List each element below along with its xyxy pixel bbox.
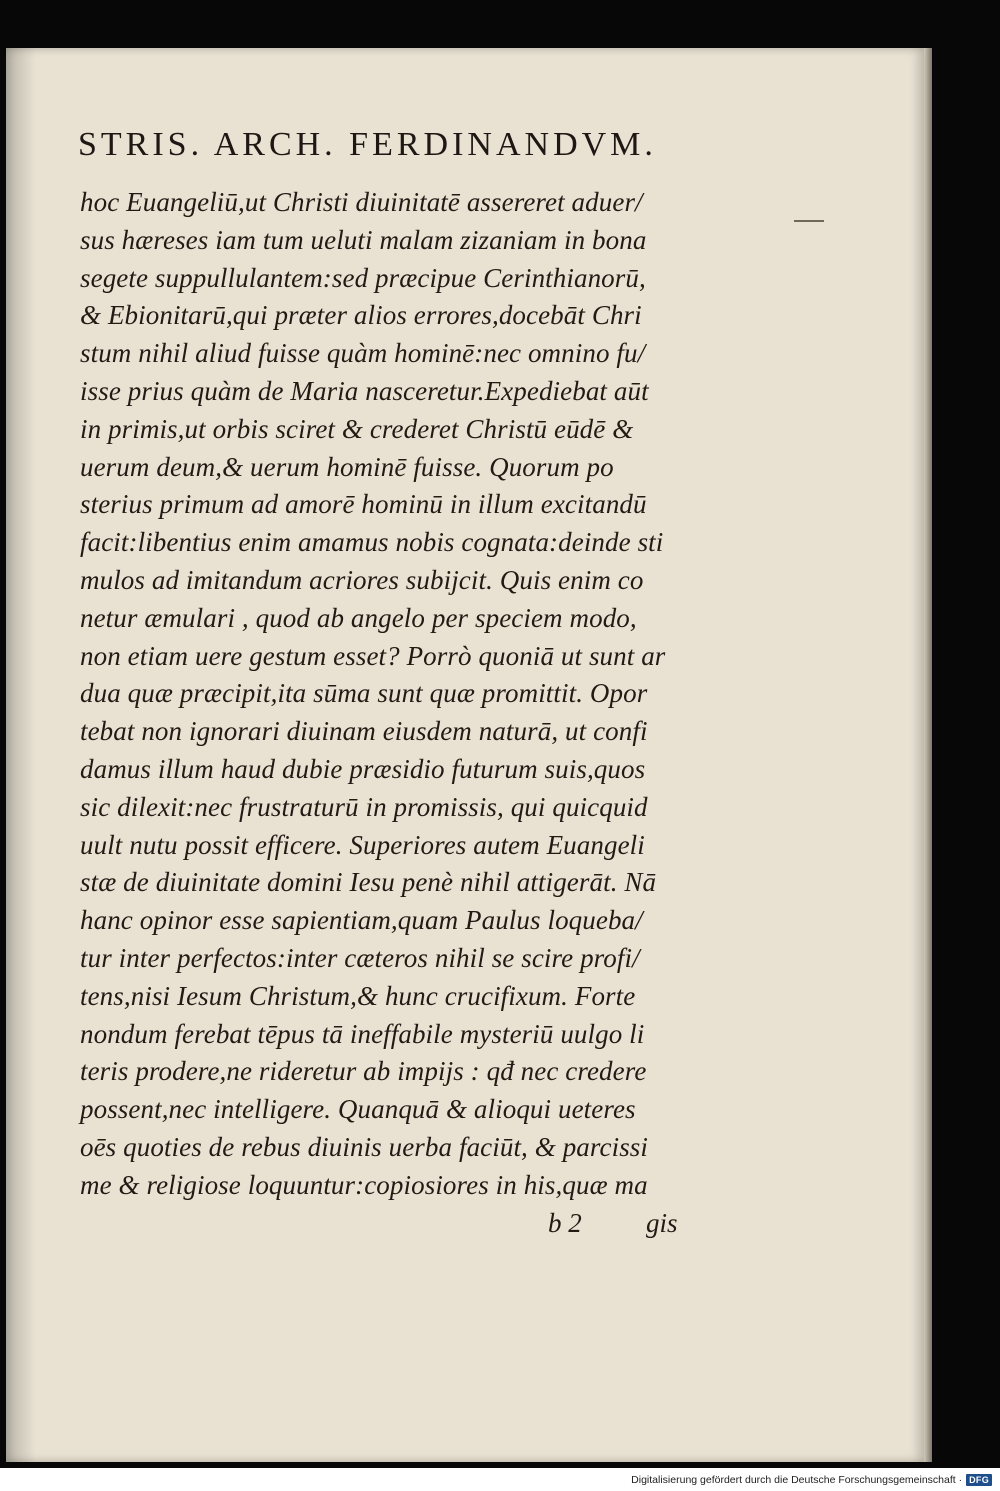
running-head: STRIS. ARCH. FERDINANDVM. bbox=[78, 126, 657, 163]
text-line: sterius primum ad amorē hominū in illum excitandū bbox=[80, 489, 647, 520]
text-line: & Ebionitarū,qui præter alios errores,docebāt Chri bbox=[80, 300, 642, 331]
text-line: stum nihil aliud fuisse quàm hominē:nec omnino fu/ bbox=[80, 338, 646, 369]
signature-mark: b 2 bbox=[548, 1208, 582, 1238]
text-line: tebat non ignorari diuinam eiusdem naturā, ut confi bbox=[80, 716, 648, 747]
text-line: teris prodere,ne rideretur ab impijs : qđ nec credere bbox=[80, 1056, 647, 1087]
ink-mark bbox=[794, 220, 824, 222]
text-line: sus hæreses iam tum ueluti malam zizaniam in bona bbox=[80, 224, 647, 255]
text-line: tur inter perfectos:inter cæteros nihil se scire profi/ bbox=[80, 942, 640, 973]
text-line: oēs quoties de rebus diuinis uerba faciūt, & parcissi bbox=[80, 1131, 649, 1162]
text-line: nondum ferebat tēpus tā ineffabile mysteriū uulgo li bbox=[80, 1018, 645, 1049]
text-line: dua quæ præcipit,ita sūma sunt quæ promittit. Opor bbox=[80, 678, 648, 709]
text-line: segete suppullulantem:sed præcipue Cerinthianorū, bbox=[80, 262, 646, 293]
footer-credit bbox=[631, 1471, 992, 1489]
text-line: me & religiose loquuntur:copiosiores in his,quæ ma bbox=[80, 1169, 648, 1200]
body-text bbox=[80, 184, 720, 1205]
text-line: facit:libentius enim amamus nobis cognata:deinde sti bbox=[80, 527, 664, 558]
text-line: tens,nisi Iesum Christum,& hunc crucifixum. Forte bbox=[80, 980, 636, 1011]
text-line: uerum deum,& uerum hominē fuisse. Quorum po bbox=[80, 451, 614, 482]
text-line: sic dilexit:nec frustraturū in promissis, qui quicquid bbox=[80, 791, 648, 822]
book-page bbox=[6, 48, 924, 1462]
text-line: netur æmulari , quod ab angelo per speciem modo, bbox=[80, 602, 637, 633]
text-line: in primis,ut orbis sciret & crederet Christū eūdē & bbox=[80, 413, 634, 444]
dfg-logo: DFG bbox=[966, 1474, 992, 1486]
catchword: gis bbox=[646, 1208, 678, 1238]
text-line: damus illum haud dubie præsidio futurum suis,quos bbox=[80, 753, 646, 784]
page-edge bbox=[924, 48, 932, 1462]
text-line: hanc opinor esse sapientiam,quam Paulus loqueba/ bbox=[80, 905, 643, 936]
spine-shadow bbox=[6, 48, 36, 1462]
text-line: mulos ad imitandum acriores subijcit. Quis enim co bbox=[80, 564, 644, 595]
text-line: possent,nec intelligere. Quanquā & alioqui ueteres bbox=[80, 1094, 636, 1125]
text-line: uult nutu possit efficere. Superiores autem Euangeli bbox=[80, 829, 645, 860]
text-line: isse prius quàm de Maria nasceretur.Expediebat aūt bbox=[80, 375, 649, 406]
footer-text: Digitalisierung gefördert durch die Deutsche Forschungsgemeinschaft · bbox=[631, 1474, 963, 1486]
text-line: stæ de diuinitate domini Iesu penè nihil attigerāt. Nā bbox=[80, 867, 657, 898]
text-line: hoc Euangeliū,ut Christi diuinitatē assereret aduer/ bbox=[80, 187, 643, 217]
text-line: non etiam uere gestum esset? Porrò quoniā ut sunt ar bbox=[80, 640, 666, 671]
